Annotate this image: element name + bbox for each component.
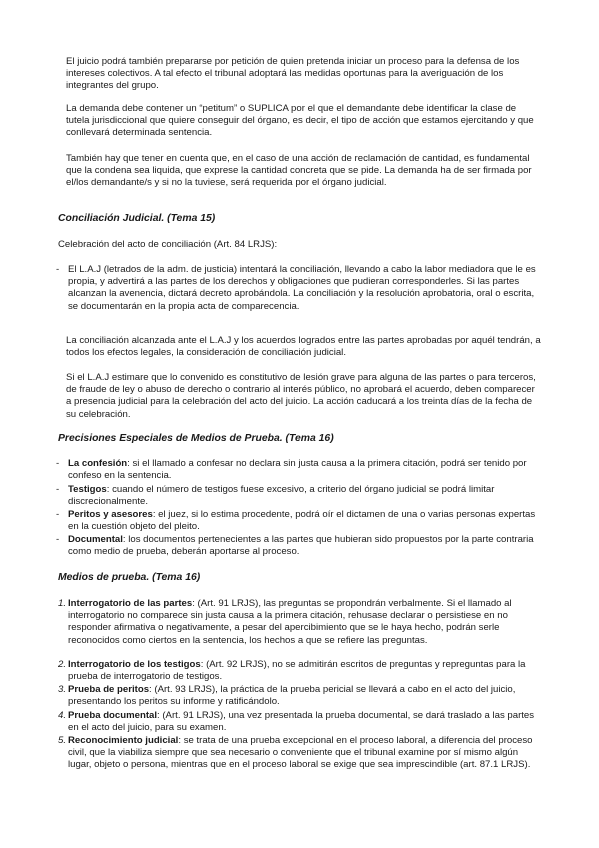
list-item-text (68, 509, 542, 533)
item-term: Prueba documental (68, 710, 158, 721)
item-number: 2. (58, 659, 67, 670)
item-description: : cuando el número de testigos fuese excesivo, a criterio del órgano judicial se podrá limitar discrecionalmente. (68, 484, 495, 508)
item-term: Interrogatorio de las partes (68, 598, 193, 609)
item-description: : (Art. 93 LRJS), la práctica de la prueba pericial se llevará a cabo en el acto del juicio, presentando los peritos su informe y ratificándolo. (68, 684, 516, 708)
intro-paragraph-2: La demanda debe contener un “petitum” o SUPLICA por el que el demandante debe identificar la clase de tutela jurisdiccional que quiere conseguir del órgano, es decir, el tipo de acción que estamos ejercitando y que conllevará determinada sentencia. (66, 103, 534, 139)
precisiones-heading: Precisiones Especiales de Medios de Prueba. (Tema 16) (58, 433, 334, 444)
conciliacion-heading: Conciliación Judicial. (Tema 15) (58, 213, 216, 224)
conciliacion-paragraph-2: La conciliación alcanzada ante el L.A.J y los acuerdos logrados entre las partes aprobadas por aquél tendrán, a todos los efectos legales, la consideración de conciliación judicial. (66, 335, 541, 359)
intro-paragraph-3: También hay que tener en cuenta que, en el caso de una acción de reclamación de cantidad, es fundamental que la condena sea liquida, que exprese la cantidad concreta que se pide. La demanda ha de ser firmada por el/los demandante/s y si no la tuviese, será requerida por el órgano judicial. (66, 153, 532, 189)
list-item-text (68, 534, 542, 558)
list-item-text (68, 659, 542, 683)
intro-paragraph-1: El juicio podrá también prepararse por petición de quien pretenda iniciar un proceso para la defensa de los intereses colectivos. A tal efecto el tribunal adoptará las medidas oportunas para la averiguación de los integrantes del grupo. (66, 56, 520, 92)
item-description: : si el llamado a confesar no declara sin justa causa a la primera citación, podrá ser tenido por confeso en la sentencia. (68, 458, 527, 482)
list-item-text (68, 458, 542, 482)
list-item-text (68, 684, 542, 708)
medios-heading: Medios de prueba. (Tema 16) (58, 572, 201, 583)
list-item-text (68, 484, 542, 508)
dash-marker: - (56, 484, 60, 495)
conciliacion-bullet-text: El L.A.J (letrados de la adm. de justicia) intentará la conciliación, llevando a cabo la labor mediadora que le es propia, y advertirá a las partes de los derechos y obligaciones que pudieran corresponderles. Si las partes alcanzan la avenencia, dictará decreto aprobándola. La conciliación y la resolución aprobatoria, oral o escrita, se documentarán en la propia acta de comparecencia. (68, 264, 536, 312)
item-term: Peritos y asesores (68, 509, 153, 520)
item-number: 1. (58, 598, 67, 609)
item-description: : se trata de una prueba excepcional en el proceso laboral, a diferencia del proceso civil, que la viabiliza siempre que sea necesario o conveniente que el tribunal examine por sí mismo algún lugar, objeto o persona, mientras que en el proceso laboral se exige que sea imprescindible (art. 87.1 LRJS). (68, 735, 533, 771)
item-number: 4. (58, 710, 67, 721)
conciliacion-intro: Celebración del acto de conciliación (Art. 84 LRJS): (58, 239, 278, 250)
item-description: : el juez, si lo estima procedente, podrá oír el dictamen de una o varias personas expertas en la cuestión objeto del pleito. (68, 509, 536, 533)
list-item-text (68, 710, 542, 734)
dash-marker: - (56, 509, 60, 520)
list-item-text (68, 735, 542, 772)
dash-marker: - (56, 458, 60, 469)
item-description: : (Art. 91 LRJS), una vez presentada la prueba documental, se dará traslado a las partes en el acto del juicio, para su examen. (68, 710, 535, 734)
conciliacion-paragraph-3: Si el L.A.J estimare que lo convenido es constitutivo de lesión grave para alguna de las partes o para terceros, de fraude de ley o abuso de derecho o contrario al interés público, no aprobará el acuerdo, deben comparecer a presencia judicial para la celebración del acto del juicio. La acción caducará a los treinta días de la fecha de su celebración. (66, 372, 536, 420)
item-term: Prueba de peritos (68, 684, 150, 695)
dash-marker: - (56, 534, 60, 545)
item-term: Testigos (68, 484, 107, 495)
item-term: Interrogatorio de los testigos (68, 659, 201, 670)
item-description: : los documentos pertenecientes a las partes que hubieran sido propuestos por la parte contraria como medio de prueba, deberán aportarse al proceso. (68, 534, 534, 558)
item-term: La confesión (68, 458, 128, 469)
dash-marker: - (56, 264, 60, 275)
item-description: : (Art. 92 LRJS), no se admitirán escritos de preguntas y repreguntas para la prueba de interrogatorio de testigos. (68, 659, 526, 683)
item-term: Reconocimiento judicial (68, 735, 179, 746)
item-number: 3. (58, 684, 67, 695)
item-term: Documental (68, 534, 123, 545)
item-number: 5. (58, 735, 67, 746)
item-description: : (Art. 91 LRJS), las preguntas se propondrán verbalmente. Si el llamado al interrogatorio no comparece sin justa causa a la primera citación, rehusase declarar o persistiese en no responder afirmativa o negativamente, a pesar del apercibimiento que se le haya hecho, podrán serle reconocidos como ciertos en la sentencia, los hechos a que se refiere las preguntas. (68, 598, 512, 646)
list-item-text (68, 598, 542, 647)
